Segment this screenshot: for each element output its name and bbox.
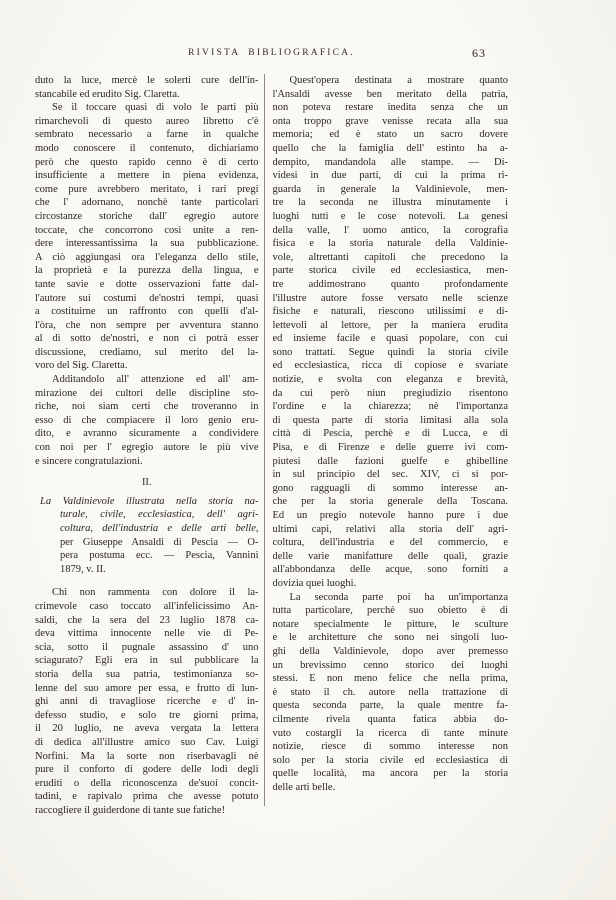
text-line: rimarchevoli di questo aureo libretto c'è [35, 115, 259, 127]
text-line: coltura, dell'industria e delle arti belle, [60, 523, 259, 534]
text-line: della valle, l' uomo antico, la corografia [272, 224, 508, 236]
paragraph-continuation-claretta [35, 74, 259, 101]
text-line: solo per la storia civile ed ecclesiastica di [272, 754, 508, 766]
text-line: delle varie manifatture delle quali, grazie [272, 550, 508, 562]
text-line: la proprietà e la purezza della lingua, e [35, 265, 259, 277]
text-line: guarda in generale la Valdinievole, men- [272, 183, 508, 195]
text-line: tre la seconda ne illustra minutamente i [272, 197, 508, 209]
text-line: Pisa, e di Firenze e delle guerre ivi com- [272, 442, 508, 454]
text-line: lettevoli al lettore, per la maniera erudita [272, 319, 508, 331]
text-line: vuto costargli la ricerca di tante minute [272, 727, 508, 739]
text-line: con noi per l' egregio autore le più vive [35, 442, 259, 454]
text-line: all'abbondanza delle acque, sono forniti a [272, 564, 508, 576]
right-column [273, 74, 508, 817]
text-line: fisiche e naturali, riescono utilissimi e di- [272, 306, 508, 318]
text-line: crimevole caso toccato all'infelicissimo An- [35, 600, 259, 612]
text-line: defesso studio, e solo tre giorni prima, [35, 709, 259, 721]
text-line: II. [141, 477, 152, 489]
text-line: sembrato necessario a farne in qualche [35, 129, 259, 141]
text-line: fisica e la storia naturale della Valdinie- [272, 238, 508, 250]
text-line: quello che la famiglia dell' estinto ha a- [272, 142, 508, 154]
text-line: Chi non rammenta con dolore il la- [52, 587, 259, 599]
text-line: tre addimostrano quanto profondamente [272, 278, 508, 290]
bibliographic-reference-valdinievole [35, 495, 259, 577]
text-line: ghi anni di travagliose ricerche e d' in- [35, 696, 259, 708]
text-line: tante savie e dotte osservazioni fatte dal- [35, 278, 259, 290]
text-line: di questa parte di storia limitasi alla sola [272, 414, 508, 426]
paragraph-chi-non-rammenta [35, 586, 259, 817]
text-line: delle arti belle. [272, 781, 336, 793]
text-line: 1879, v. II. [60, 563, 106, 575]
text-line: l'ordine e la chiarezza; nè l'importanza [272, 401, 508, 413]
running-title: RIVISTA BIBLIOGRAFICA. [188, 48, 355, 58]
text-line: ultimi capi, relativi alla storia dell' agri- [272, 523, 508, 535]
text-line: l'autore sui costumi de'nostri tempi, quasi [35, 292, 259, 304]
text-line: Ed un pregio notevole hanno pure i due [272, 510, 508, 521]
paragraph-se-il-toccare [35, 101, 259, 373]
text-line: La seconda parte poi ha un'importanza [289, 591, 508, 603]
text-line: vole, altrettanti capitoli che precedono la [272, 251, 508, 263]
text-line: l'òra, che non sempre per avventura stanno [35, 319, 259, 331]
text-line: duto la luce, mercè le solerti cure dell'in- [35, 75, 259, 86]
text-line: mirazione dei cultori delle discipline sto- [35, 387, 259, 399]
text-line: stancabile ed erudito Sig. Claretta. [35, 88, 180, 100]
section-heading-ii [35, 476, 259, 490]
text-line: tadini, e rapivalo prima che avesse potuto [35, 791, 259, 803]
text-line: che l' adornano, nonchè tante particolari [35, 197, 259, 209]
text-line: deva vittima innocente nelle vie di Pe- [35, 628, 259, 640]
text-line: ed insieme facile e quasi popolare, con cui [272, 333, 508, 345]
text-line: è stato il ch. autore nella trattazione di [272, 686, 508, 698]
text-line: l'Ansaldi avesse ben meritato della patria, [272, 88, 508, 100]
text-line: di dedica all'illustre amico suo Cav. Luigi [35, 736, 259, 748]
text-line: come pure avrebbero meritato, i rari pregi [35, 183, 259, 195]
text-line: al di sotto de'nostri, e non ci potrà esser [35, 333, 259, 345]
text-line: e sincere congratulazioni. [35, 455, 143, 467]
text-line: dempito, mandandola alle stampe. — Di- [272, 156, 508, 168]
text-line: però che questo rapido cenno è di certo [35, 156, 259, 168]
text-line: Se il toccare quasi di volo le parti più [52, 102, 259, 114]
text-line: toccate, che concorrono così unite a ren- [35, 224, 259, 236]
text-line: il 20 luglio, ne aveva vergata la lettera [35, 723, 259, 735]
text-line: e le architetture che sono nei singoli luo- [272, 632, 508, 644]
text-line: città di Pescia, perchè e di Lucca, e di [272, 428, 508, 440]
text-line: parte storica civile ed ecclesiastica, men- [272, 265, 508, 277]
text-line: per Giuseppe Ansaldi di Pescia — O- [60, 536, 259, 548]
text-line: gono ragguagli di sommo interesse an- [272, 482, 508, 494]
text-line: notizie, riesce di sommo interesse non [272, 741, 508, 753]
text-line: pera postuma ecc. — Pescia, Vannini [60, 550, 259, 562]
text-line: stessi. E non meno felice che nella prima, [272, 673, 508, 685]
text-line: Quest'opera destinata a mostrare quanto [289, 75, 508, 86]
text-line: Additandolo all' attenzione ed all' am- [52, 374, 259, 386]
text-line: tutta particolare, perchè suo obietto è di [272, 605, 508, 617]
text-line: da cui però niun pregiudizio risentono [272, 387, 508, 399]
page-header [35, 48, 508, 64]
text-line: dere interessantissima la sua pubblicazione. [35, 238, 259, 250]
text-line: ed ecclesiastica, ricca di copiose e svariate [272, 360, 508, 372]
text-line: quelle località, ma ancora per la storia [272, 768, 508, 780]
text-line: modo conoscere il contenuto, dichiariamo [35, 142, 259, 154]
text-line: A ciò aggiungasi ora l'eleganza dello stile, [35, 251, 259, 263]
text-line: che per la storia generale della Toscana. [272, 496, 508, 508]
text-line: La Valdinievole illustrata nella storia na- [40, 495, 259, 507]
text-line: un brevissimo cenno storico dei luoghi [272, 659, 508, 671]
text-line: coltura, dell'industria e del commercio, e [272, 537, 508, 549]
text-line: storia della sua patria, testimonianza so- [35, 668, 259, 680]
text-line: onta troppo grave venisse recata alla sua [272, 115, 508, 127]
text-line: riche, noi siam certi che troveranno in [35, 401, 259, 413]
text-line: dito, e avranno sicuramente a condividere [35, 428, 259, 440]
text-line: luoghi tutti e le cose notevoli. La genesi [272, 210, 508, 222]
left-column [35, 74, 259, 817]
text-line: in sul principio del sec. XIV, ci si por- [272, 469, 508, 481]
text-line: turale, civile, ecclesiastica, dell' agri- [60, 509, 259, 521]
text-line: a costituirne un raffronto con quelli d'al- [35, 306, 259, 318]
page-body [35, 74, 508, 817]
text-line: voro del Sig. Claretta. [35, 360, 128, 372]
text-line: notizie, e svolta con eleganza e brevità, [272, 374, 508, 386]
text-line: esso di che compiacere il loro genio eru- [35, 414, 259, 426]
paragraph-additandolo [35, 373, 259, 468]
page-number: 63 [472, 46, 486, 60]
text-line: piutesi dalle fazioni guelfe e ghibelline [272, 455, 508, 467]
text-line: sciagurato? Egli era in sul pubblicare la [35, 655, 259, 667]
text-line: l'illustre autore fosse versato nelle scienze [272, 292, 508, 304]
text-line: eruditi o della riconoscenza de'suoi concit- [35, 777, 259, 789]
text-line: ghi della Valdinievole, dopo aver premesso [272, 645, 508, 657]
text-line: scia, sotto il pugnale assassino d' uno [35, 641, 259, 653]
column-divider-rule [264, 74, 265, 806]
text-line: cilmente rivela quanta fatica abbia do- [272, 713, 508, 725]
text-line: questa seconda parte, la quale mentre fa- [272, 700, 508, 712]
text-line: non poteva restare inedita senza che un [272, 102, 508, 114]
text-line: dovizia quei luoghi. [272, 577, 357, 589]
text-line: notare specialmente le pitture, le sculture [272, 618, 508, 630]
text-line: discussione, crediamo, sul merito del la- [35, 346, 259, 358]
text-line: lenne del suo amore per essa, e frutto di lun- [35, 682, 259, 694]
paragraph-la-seconda-parte [273, 591, 508, 795]
text-line: videsi in due parti, di cui la prima ri- [272, 170, 508, 182]
text-line: insufficiente a mettere in piena evidenza, [35, 170, 259, 182]
text-line: saldi, che la sera del 23 luglio 1878 ca- [35, 614, 259, 626]
text-line: circostanze storiche dall' egregio autore [35, 210, 259, 222]
text-line: raccogliere il guiderdone di tante sue fatiche! [35, 804, 226, 816]
text-line: Norfini. Ma la sorte non riserbavagli nè [35, 750, 259, 762]
text-line: sono trattati. Segue quindi la storia civile [272, 346, 508, 358]
paragraph-quest-opera [273, 74, 508, 591]
text-line: memoria; ed è stato un sacro dovere [272, 129, 508, 141]
text-line: pure il conforto di godere delle lodi degli [35, 764, 259, 776]
